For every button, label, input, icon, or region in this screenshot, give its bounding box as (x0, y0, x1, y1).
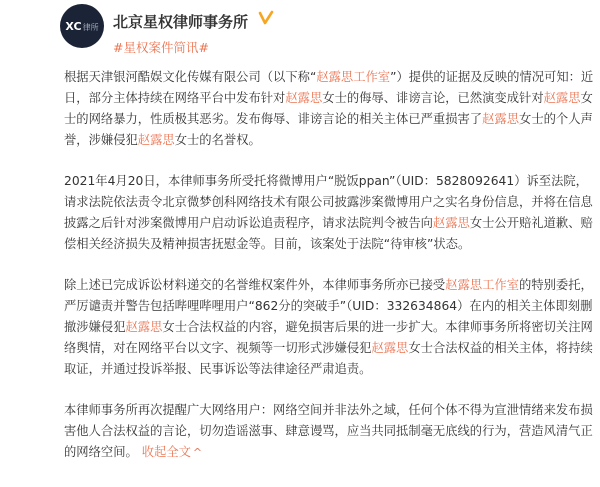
paragraph-1: 根据天津银河酷娱文化传媒有限公司（以下称“赵露思工作室”）提供的证据及反映的情况可知：近日，部分主体持续在网络平台中发布针对赵露思女士的侮辱、诽谤言论，已然演变成针对赵露思女士的网络暴力，性质极其恶劣。发布侮辱、诽谤言论的相关主体已严重损害了赵露思女士的个人声誉，涉嫌侵犯赵露思女士的名誉权。 (64, 70, 594, 147)
chevron-up-icon: ^ (192, 446, 203, 459)
paragraph-3: 除上述已完成诉讼材料递交的名誉维权案件外，本律师事务所亦已接受赵露思工作室的特别委托，严厉谴责并警告包括哔哩哔哩用户“862分的突破手”（UID：332634864）在内的相关主体即刻删撤涉嫌侵犯赵露思女士合法权益的内容，避免损害后果的进一步扩大。本律师事务所将密切关注网络舆情，对在网络平台以文字、视频等一切形式涉嫌侵犯赵露思女士合法权益的相关主体，将持续取证，并通过投诉举报、民事诉讼等法律途径严肃追责。 (64, 278, 593, 376)
paragraph-2: 2021年4月20日，本律师事务所受托将微博用户“脱饭ppan”（UID：5828092641）诉至法院，请求法院依法责令北京微梦创科网络技术有限公司披露涉案微博用户之实名身份信息，并将在信息披露之后针对涉案微博用户启动诉讼追责程序，请求法院判令被告向赵露思女士公开赔礼道歉、赔偿相关经济损失及精神损害抚慰金等。目前，该案处于法院“待审核”状态。 (64, 174, 593, 251)
mention-link[interactable]: 赵露思工作室 (445, 278, 520, 292)
post-header (0, 0, 600, 66)
mention-link[interactable]: 赵露思 (543, 91, 581, 105)
avatar[interactable] (60, 4, 104, 48)
post-content (64, 67, 594, 483)
mention-link[interactable]: 赵露思 (482, 112, 520, 126)
collapse-text-link[interactable]: 收起全文 ^ (142, 445, 202, 459)
mention-link[interactable]: 赵露思工作室 (316, 70, 391, 84)
author-name[interactable]: 北京星权律师事务所 (113, 13, 249, 31)
topic-link[interactable]: #星权案件简讯# (113, 40, 209, 55)
mention-link[interactable]: 赵露思 (125, 320, 163, 334)
mention-link[interactable]: 赵露思 (371, 341, 409, 355)
paragraph-4: 本律师事务所再次提醒广大网络用户：网络空间并非法外之域，任何个体不得为宣泄情绪来发布损害他人合法权益的言论，切勿造谣滋事、肆意谩骂，应当共同抵制毫无底线的行为，营造风清气正的网络空间。 收起全文 ^ (64, 400, 594, 463)
avatar-logo-text: XC律所 (65, 19, 99, 33)
mention-link[interactable]: 赵露思 (137, 133, 175, 147)
mention-link[interactable]: 赵露思 (432, 216, 470, 230)
verified-badge-icon (258, 10, 274, 26)
mention-link[interactable]: 赵露思 (285, 91, 323, 105)
